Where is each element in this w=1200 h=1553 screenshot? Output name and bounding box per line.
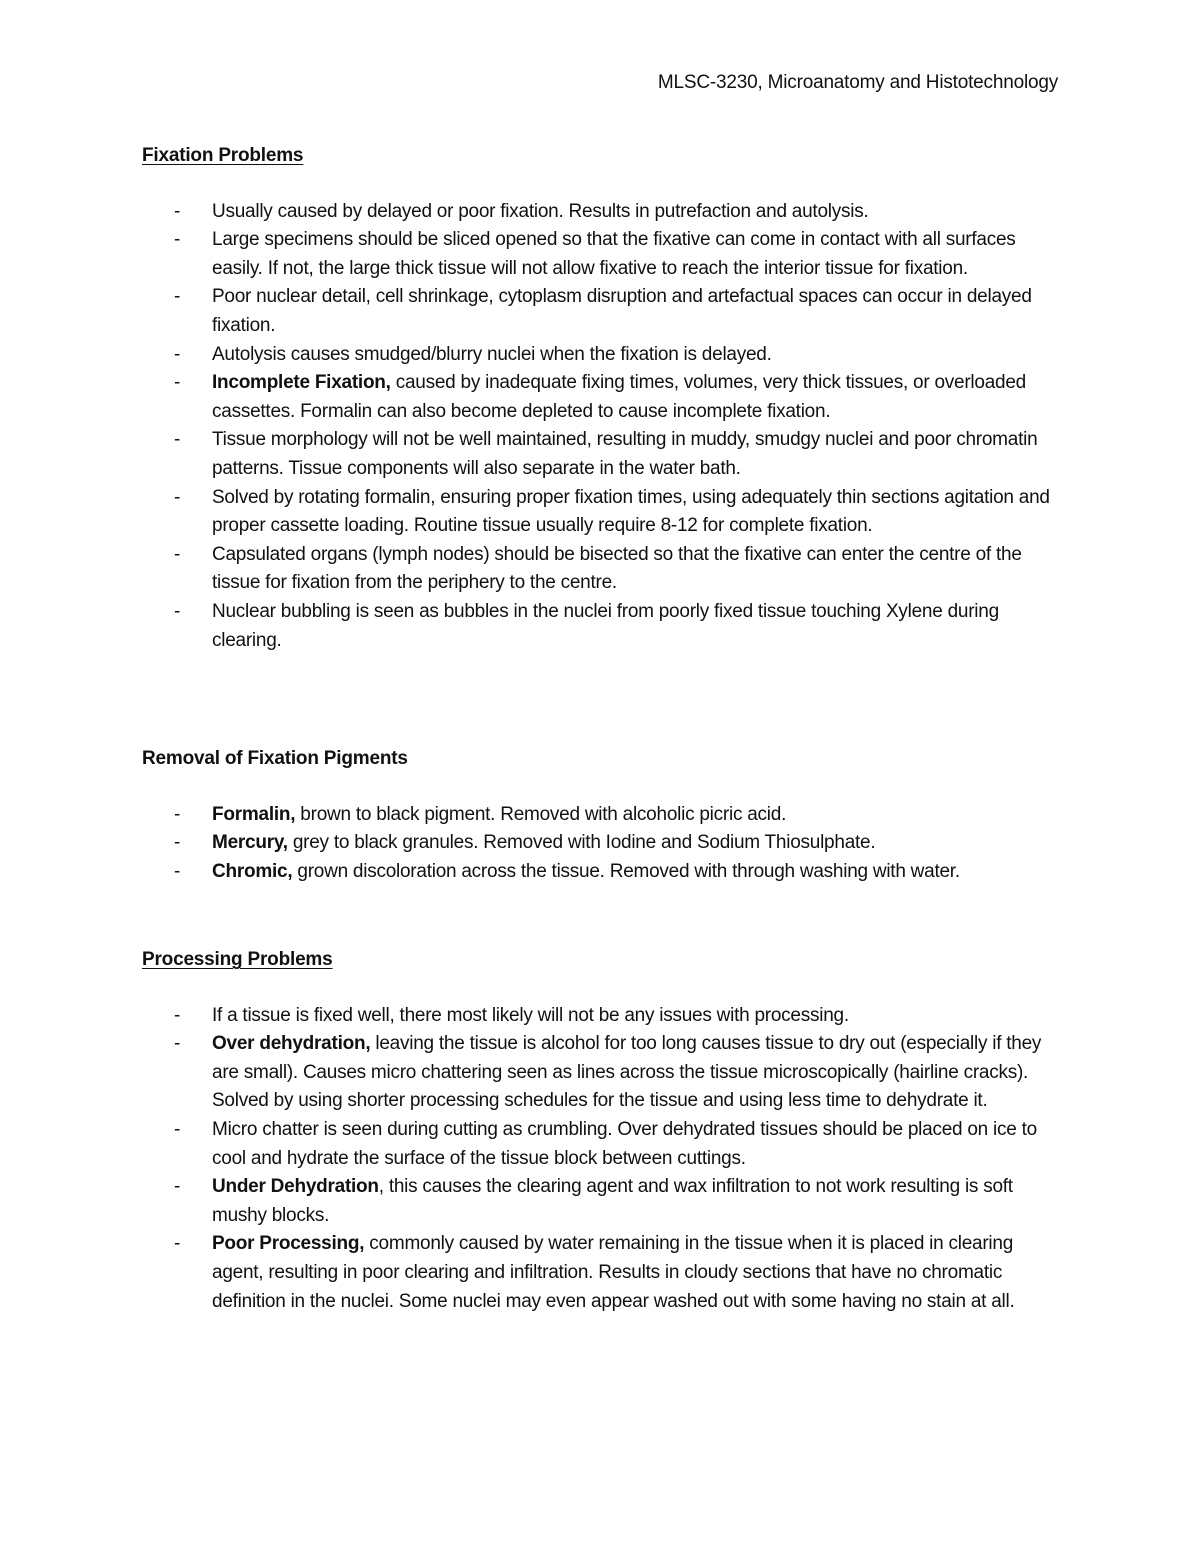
section-processing-problems — [142, 946, 1062, 1316]
section-fixation-problems — [142, 142, 1062, 655]
list-item — [142, 283, 1062, 340]
section-removal-of-fixation-pigments — [142, 745, 1062, 886]
list-item — [142, 541, 1062, 598]
list-item — [142, 369, 1062, 426]
item-text: Capsulated organs (lymph nodes) should be bisected so that the fixative can enter the centre of the tissue for fixation from the periphery to the centre. — [212, 543, 1022, 594]
list-item — [142, 1173, 1062, 1230]
dash-bullet: - — [174, 286, 181, 308]
item-lead: Over dehydration, — [212, 1033, 371, 1055]
list-item — [142, 1002, 1062, 1031]
item-text: caused by inadequate fixing times, volumes, very thick tissues, or overloaded cassettes. Formalin can also become depleted to cause incomplete fixation. — [212, 372, 1026, 422]
item-lead: Incomplete Fixation, — [212, 372, 391, 394]
item-text: brown to black pigment. Removed with alcoholic picric acid. — [295, 803, 787, 825]
list-item — [142, 801, 1062, 830]
item-text: Nuclear bubbling is seen as bubbles in the nuclei from poorly fixed tissue touching Xylene during clearing. — [212, 600, 999, 651]
item-text: leaving the tissue is alcohol for too long causes tissue to dry out (especially if they are small). Causes micro chattering seen as lines across the tissue microscopically (hairline cracks). Solved by using shorter processing schedules for the tissue and using less time to dehydrate it. — [212, 1033, 1042, 1112]
item-text: Poor nuclear detail, cell shrinkage, cytoplasm disruption and artefactual spaces can occur in delayed fixation. — [212, 286, 1032, 336]
dash-bullet: - — [174, 1176, 181, 1198]
section-title: Fixation Problems — [142, 145, 304, 166]
dash-bullet: - — [174, 1004, 181, 1026]
dash-bullet: - — [174, 372, 181, 394]
dash-bullet: - — [174, 600, 181, 622]
item-lead: Chromic, — [212, 860, 293, 882]
item-text: Usually caused by delayed or poor fixation. Results in putrefaction and autolysis. — [212, 200, 869, 222]
dash-bullet: - — [174, 803, 181, 825]
dash-bullet: - — [174, 429, 181, 451]
item-text: If a tissue is fixed well, there most likely will not be any issues with processing. — [212, 1004, 849, 1026]
item-lead: Poor Processing, — [212, 1233, 365, 1255]
item-lead: Mercury, — [212, 832, 288, 854]
dash-bullet: - — [174, 543, 181, 565]
list-item — [142, 426, 1062, 483]
course-header: MLSC-3230, Microanatomy and Histotechnology — [657, 72, 1058, 93]
bullet-list — [142, 1002, 1062, 1317]
item-text: Tissue morphology will not be well maintained, resulting in muddy, smudgy nuclei and poor chromatin patterns. Tissue components will also separate in the water bath. — [212, 429, 1038, 479]
list-item — [142, 226, 1062, 283]
item-text: Micro chatter is seen during cutting as crumbling. Over dehydrated tissues should be placed on ice to cool and hydrate the surface of the tissue block between cuttings. — [212, 1118, 1037, 1169]
dash-bullet: - — [174, 1118, 181, 1140]
list-item — [142, 598, 1062, 655]
item-text: commonly caused by water remaining in the tissue when it is placed in clearing agent, resulting in poor clearing and infiltration. Results in cloudy sections that have no chromatic definition in the nuclei. Some nuclei may even appear washed out with some having no stain at all. — [212, 1233, 1015, 1312]
list-item — [142, 829, 1062, 858]
list-item — [142, 1230, 1062, 1316]
item-text: grey to black granules. Removed with Iodine and Sodium Thiosulphate. — [287, 832, 876, 854]
item-text: Autolysis causes smudged/blurry nuclei when the fixation is delayed. — [212, 343, 772, 365]
dash-bullet: - — [174, 1233, 181, 1255]
section-title: Removal of Fixation Pigments — [142, 748, 408, 769]
dash-bullet: - — [174, 200, 181, 222]
section-title: Processing Problems — [142, 949, 333, 970]
list-item — [142, 858, 1062, 887]
list-item — [142, 1030, 1062, 1116]
item-text: grown discoloration across the tissue. Removed with through washing with water. — [292, 860, 960, 882]
list-item — [142, 341, 1062, 370]
dash-bullet: - — [174, 343, 181, 365]
item-text: Large specimens should be sliced opened so that the fixative can come in contact with all surfaces easily. If not, the large thick tissue will not allow fixative to reach the interior tissue for fixation. — [212, 229, 1016, 279]
dash-bullet: - — [174, 832, 181, 854]
dash-bullet: - — [174, 486, 181, 508]
bullet-list — [142, 198, 1062, 656]
item-lead: Formalin, — [212, 803, 296, 825]
item-text: , this causes the clearing agent and wax infiltration to not work resulting is soft mushy blocks. — [212, 1176, 1013, 1226]
list-item — [142, 198, 1062, 227]
item-lead: Under Dehydration — [212, 1176, 379, 1198]
list-item — [142, 484, 1062, 541]
dash-bullet: - — [174, 229, 181, 251]
item-text: Solved by rotating formalin, ensuring proper fixation times, using adequately thin sections agitation and proper cassette loading. Routine tissue usually require 8-12 for complete fixation. — [212, 486, 1050, 537]
dash-bullet: - — [174, 1033, 181, 1055]
list-item — [142, 1116, 1062, 1173]
bullet-list — [142, 801, 1062, 887]
dash-bullet: - — [174, 860, 181, 882]
